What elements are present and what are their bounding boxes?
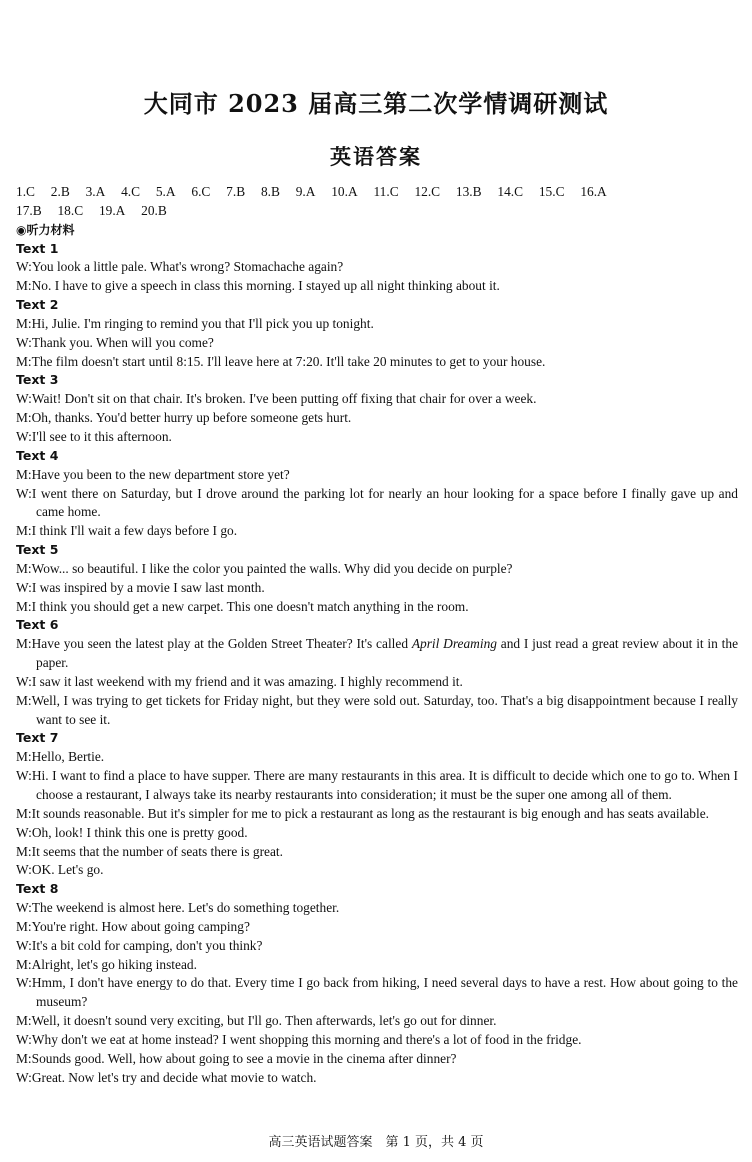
answer-item: 11.C [373, 184, 399, 199]
answer-item: 10.A [331, 184, 358, 199]
answer-item: 7.B [226, 184, 246, 199]
answer-item: 5.A [155, 184, 176, 199]
line-text: I think you should get a new carpet. This one doesn't match anything in the room. [31, 598, 469, 614]
line-text: Hi. I want to find a place to have supper. There are many restaurants in this area. It is difficult to decide which one to go to. When I choose a restaurant, I always take its nearby restaurants into consideration; it must be the super one among all of them. [31, 768, 738, 802]
line-text: No. I have to give a speech in class this morning. I stayed up all night thinking about it. [31, 278, 500, 294]
text-heading: Text 7 [16, 730, 59, 746]
speaker-label: W: [16, 1069, 32, 1085]
text-heading: Text 2 [16, 297, 59, 313]
speaker-label: W: [16, 975, 32, 991]
line-text: I'll see to it this afternoon. [31, 428, 172, 444]
answer-item: 14.C [497, 184, 524, 199]
speaker-label: W: [16, 862, 32, 878]
line-text: Hmm, I don't have energy to do that. Every time I go back from hiking, I need several days to have a rest. How about going to the museum? [31, 975, 738, 1010]
dialogue-line [16, 899, 738, 918]
dialogue-line [16, 974, 738, 1012]
speaker-label: W: [16, 937, 32, 953]
speaker-label: W: [16, 1031, 32, 1047]
page-subtitle: 英语答案 [330, 144, 422, 169]
line-text: You're right. How about going camping? [31, 918, 250, 934]
speaker-label: W: [16, 824, 32, 840]
speaker-label: W: [16, 259, 32, 275]
dialogue-line [16, 334, 738, 353]
speaker-label: W: [16, 768, 32, 784]
line-text: Alright, let's go hiking instead. [31, 956, 197, 972]
dialogue-line [16, 277, 738, 296]
speaker-label: W: [16, 673, 32, 689]
dialogue-line [16, 673, 738, 692]
answer-key [16, 183, 738, 221]
dialogue-line [16, 353, 738, 372]
line-text: Hello, Bertie. [31, 749, 105, 765]
line-text: Thank you. When will you come? [31, 334, 214, 350]
line-text: It seems that the number of seats there is great. [31, 843, 284, 859]
dialogue-line [16, 1050, 738, 1069]
speaker-label: M: [16, 353, 32, 369]
speaker-label: M: [16, 692, 32, 708]
line-text: The weekend is almost here. Let's do something together. [31, 900, 340, 916]
answer-item: 9.A [295, 184, 316, 199]
line-text: Wow... so beautiful. I like the color you painted the walls. Why did you decide on purple? [31, 560, 513, 576]
dialogue-line [16, 522, 738, 541]
answer-item: 17.B [16, 202, 42, 218]
dialogue-line [16, 956, 738, 975]
answer-item: 19.A [98, 202, 126, 218]
dialogue-line [16, 258, 738, 277]
line-text: It's a bit cold for camping, don't you think? [31, 937, 263, 953]
answer-item: 12.C [414, 184, 441, 199]
line-text-continued: and I just read a great review about it in the paper. [36, 636, 739, 671]
dialogue-line [16, 598, 738, 617]
speaker-label: M: [16, 749, 32, 765]
speaker-label: M: [16, 278, 32, 294]
speaker-label: M: [16, 956, 32, 972]
speaker-label: W: [16, 334, 32, 350]
speaker-label: M: [16, 843, 32, 859]
speaker-label: M: [16, 315, 32, 331]
dialogue-line [16, 390, 738, 409]
line-text: Wait! Don't sit on that chair. It's broken. I've been putting off fixing that chair for over a week. [31, 391, 537, 407]
text-heading: Text 4 [16, 447, 59, 463]
answer-item: 16.A [580, 184, 607, 199]
dialogue-line [16, 748, 738, 767]
page-body [16, 183, 738, 1088]
text-heading: Text 8 [16, 881, 59, 897]
line-text: Great. Now let's try and decide what movie to watch. [31, 1069, 317, 1085]
answer-item: 18.C [57, 202, 84, 218]
dialogue-line [16, 466, 738, 485]
dialogue-line [16, 315, 738, 334]
answer-item: 3.A [85, 184, 106, 199]
speaker-label: W: [16, 391, 32, 407]
answer-item: 15.C [538, 184, 565, 199]
listening-material-label: ◉听力材料 [16, 222, 75, 237]
line-text: Sounds good. Well, how about going to see a movie in the cinema after dinner? [31, 1050, 457, 1066]
dialogue-line [16, 767, 738, 805]
dialogue-line [16, 1012, 738, 1031]
text-heading: Text 5 [16, 542, 59, 558]
speaker-label: M: [16, 523, 32, 539]
speaker-label: M: [16, 466, 32, 482]
line-text: Well, it doesn't sound very exciting, but I'll go. Then afterwards, let's go out for dinner. [31, 1013, 497, 1029]
speaker-label: M: [16, 1013, 32, 1029]
speaker-label: M: [16, 805, 32, 821]
line-text: Have you seen the latest play at the Golden Street Theater? It's called [31, 636, 412, 652]
dialogue-line [16, 485, 738, 523]
line-text: OK. Let's go. [31, 862, 104, 878]
dialogue-line [16, 861, 738, 880]
speaker-label: M: [16, 560, 32, 576]
page-footer: 高三英语试题答案 第 1 页，共 4 页 [268, 1135, 484, 1150]
dialogue-line [16, 824, 738, 843]
line-text: I think I'll wait a few days before I go. [31, 523, 238, 539]
line-text: The film doesn't start until 8:15. I'll leave here at 7:20. It'll take 20 minutes to get to your house. [31, 353, 546, 369]
dialogue-line [16, 1031, 738, 1050]
answer-item: 4.C [121, 184, 141, 199]
line-text: Oh, look! I think this one is pretty good. [31, 824, 248, 840]
answer-item: 20.B [141, 202, 167, 218]
line-text: I saw it last weekend with my friend and it was amazing. I highly recommend it. [31, 673, 463, 689]
play-title: April Dreaming [411, 636, 497, 652]
dialogue-line [16, 692, 738, 730]
answer-item: 1.C [16, 184, 35, 199]
answer-item: 6.C [191, 184, 211, 199]
line-text: You look a little pale. What's wrong? Stomachache again? [31, 259, 344, 275]
dialogue-line [16, 428, 738, 447]
text-heading: Text 1 [16, 240, 59, 256]
speaker-label: W: [16, 579, 32, 595]
dialogue-line [16, 937, 738, 956]
line-text: I was inspired by a movie I saw last month. [31, 579, 265, 595]
line-text: It sounds reasonable. But it's simpler for me to pick a restaurant as long as the restaurant is big enough and has seats available. [31, 805, 709, 821]
line-text: Have you been to the new department store yet? [31, 466, 290, 482]
answer-item: 8.B [260, 184, 280, 199]
dialogue-line [16, 1069, 738, 1088]
line-text: Why don't we eat at home instead? I went shopping this morning and there's a lot of food in the fridge. [31, 1031, 582, 1047]
speaker-label: M: [16, 636, 32, 652]
speaker-label: M: [16, 410, 32, 426]
speaker-label: W: [16, 485, 32, 501]
dialogue-line [16, 635, 738, 673]
speaker-label: M: [16, 918, 32, 934]
dialogue-line [16, 918, 738, 937]
dialogue-line [16, 409, 738, 428]
line-text: I went there on Saturday, but I drove around the parking lot for nearly an hour looking for a space before I finally gave up and came home. [31, 485, 738, 520]
text-heading: Text 3 [16, 372, 59, 388]
speaker-label: W: [16, 900, 32, 916]
speaker-label: M: [16, 1050, 32, 1066]
line-text: Hi, Julie. I'm ringing to remind you that I'll pick you up tonight. [31, 315, 374, 331]
speaker-label: W: [16, 428, 32, 444]
dialogue-line [16, 579, 738, 598]
line-text: Well, I was trying to get tickets for Friday night, but they were sold out. Saturday, too. That's a big disappointment because I really want to see it. [31, 692, 738, 727]
dialogue-line [16, 560, 738, 579]
page-title: 大同市 2023 届高三第二次学情调研测试 [143, 89, 609, 118]
dialogue-line [16, 805, 738, 824]
answer-item: 2.B [50, 184, 70, 199]
text-heading: Text 6 [16, 617, 59, 633]
dialogue-line [16, 843, 738, 862]
answer-item: 13.B [455, 184, 482, 199]
listening-transcripts [16, 240, 738, 1088]
speaker-label: M: [16, 598, 32, 614]
line-text: Oh, thanks. You'd better hurry up before someone gets hurt. [31, 410, 352, 426]
